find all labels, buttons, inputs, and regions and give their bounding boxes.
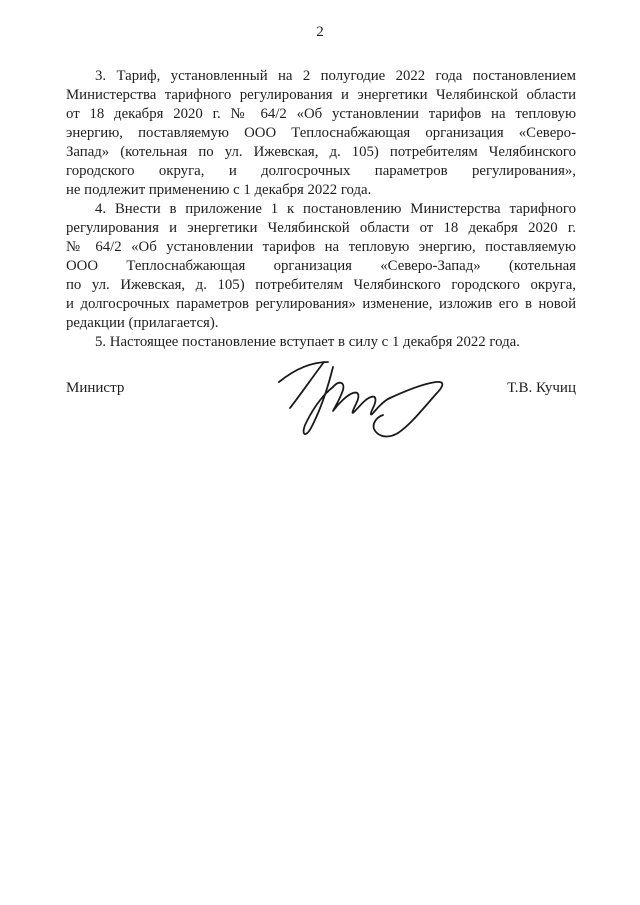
text-line: регулирования и энергетики Челябинской области от 18 декабря 2020 г. xyxy=(66,220,576,236)
document-body xyxy=(66,67,576,352)
text-line: 5. Настоящее постановление вступает в силу с 1 декабря 2022 года. xyxy=(95,334,520,350)
text-line: редакции (прилагается). xyxy=(66,315,219,331)
signer-name: Т.В. Кучиц xyxy=(507,380,576,396)
signature-row xyxy=(66,379,576,445)
text-line: ООО Теплоснабжающая организация «Северо-Запад» (котельная xyxy=(66,258,576,274)
text-line: 4. Внести в приложение 1 к постановлению Министерства тарифного xyxy=(95,201,576,217)
text-line: № 64/2 «Об установлении тарифов на тепловую энергию, поставляемую xyxy=(66,239,576,255)
paragraph-3 xyxy=(66,67,576,200)
minister-position-label: Министр xyxy=(66,380,125,396)
text-line: по ул. Ижевская, д. 105) потребителям Челябинского городского округа, xyxy=(66,277,576,293)
paragraph-4 xyxy=(66,200,576,333)
page-number: 2 xyxy=(316,24,324,40)
text-line: не подлежит применению с 1 декабря 2022 года. xyxy=(66,182,372,198)
text-line: городского округа, и долгосрочных параметров регулирования», xyxy=(66,163,576,179)
text-line: 3. Тариф, установленный на 2 полугодие 2022 года постановлением xyxy=(95,68,576,84)
text-line: Запад» (котельная по ул. Ижевская, д. 105) потребителям Челябинского xyxy=(66,144,576,160)
handwritten-signature-icon xyxy=(269,349,451,445)
text-line: от 18 декабря 2020 г. № 64/2 «Об установлении тарифов на тепловую xyxy=(66,106,576,122)
text-line: Министерства тарифного регулирования и энергетики Челябинской области xyxy=(66,87,576,103)
text-line: и долгосрочных параметров регулирования» изменение, изложив его в новой xyxy=(66,296,576,312)
text-line: энергию, поставляемую ООО Теплоснабжающая организация «Северо- xyxy=(66,125,576,141)
